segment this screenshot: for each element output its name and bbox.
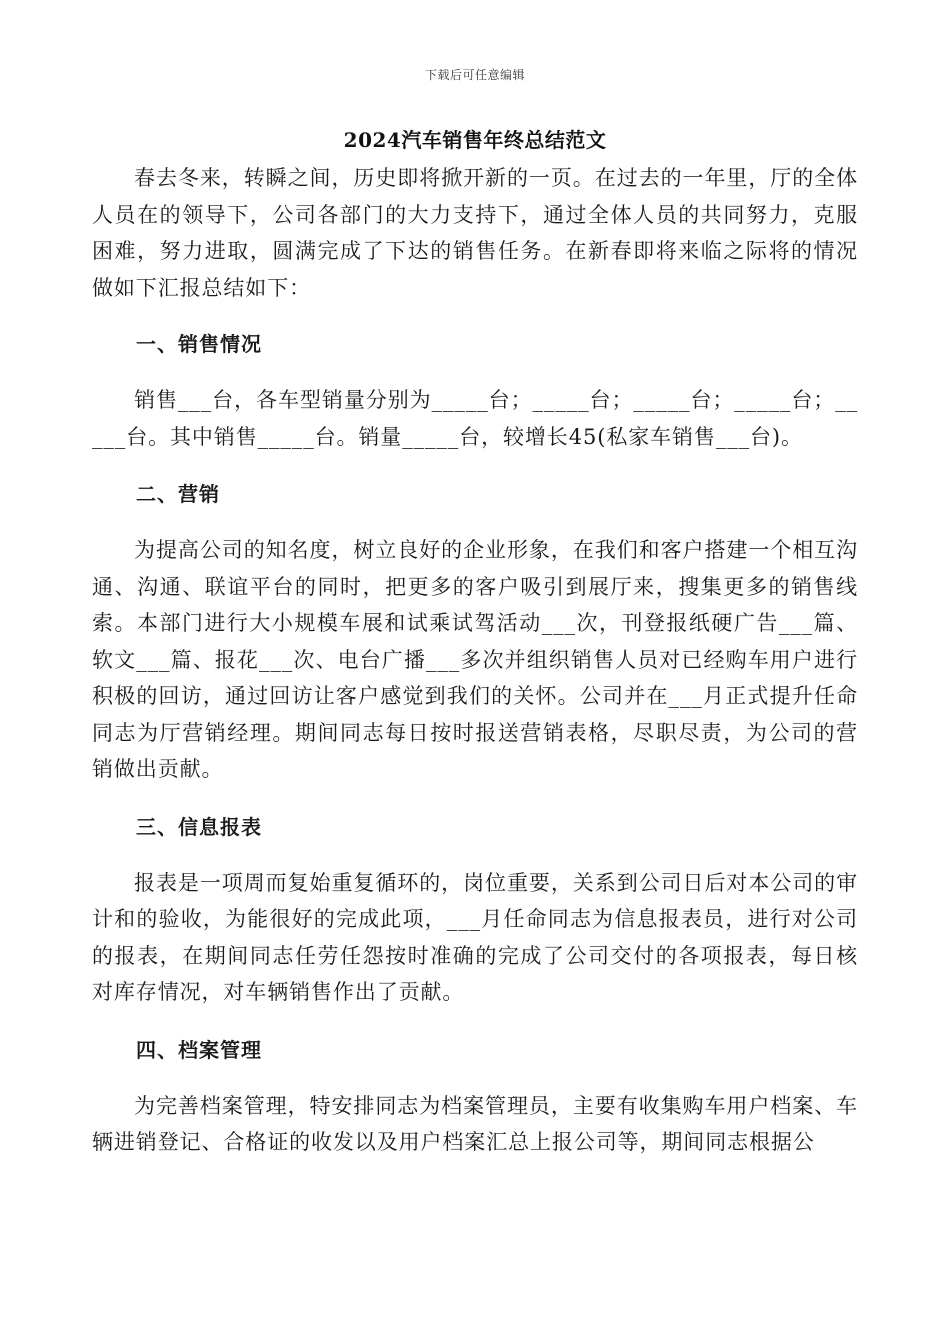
section-paragraph-marketing: 为提高公司的知名度，树立良好的企业形象，在我们和客户搭建一个相互沟通、沟通、联谊平台的同时，把更多的客户吸引到展厅来，搜集更多的销售线索。本部门进行大小规模车展和试乘试驾活动___次，刊登报纸硬广告___篇、软文___篇、报花___次、电台广播___多次并组织销售人员对已经购车用户进行积极的回访，通过回访让客户感觉到我们的关怀。公司并在___月正式提升任命同志为厅营销经理。期间同志每日按时报送营销表格，尽职尽责，为公司的营销做出贡献。: [92, 538, 858, 781]
section-paragraph-reports: 报表是一项周而复始重复循环的，岗位重要，关系到公司日后对本公司的审计和的验收，为能很好的完成此项，___月任命同志为信息报表员，进行对公司的报表，在期间同志任劳任怨按时准确的完成了公司交付的各项报表，每日核对库存情况，对车辆销售作出了贡献。: [92, 870, 858, 1004]
section-paragraph-archives: 为完善档案管理，特安排同志为档案管理员，主要有收集购车用户档案、车辆进销登记、合格证的收发以及用户档案汇总上报公司等，期间同志根据公: [92, 1093, 858, 1154]
section-heading-reports: 三、信息报表: [136, 814, 262, 839]
document-body: [92, 160, 858, 1161]
intro-paragraph: 春去冬来，转瞬之间，历史即将掀开新的一页。在过去的一年里，厅的全体人员在的领导下，公司各部门的大力支持下，通过全体人员的共同努力，克服困难，努力进取，圆满完成了下达的销售任务。在新春即将来临之际将的情况做如下汇报总结如下：: [92, 166, 858, 300]
section-heading-marketing: 二、营销: [136, 482, 220, 506]
document-title: 2024汽车销售年终总结范文: [343, 128, 607, 152]
section-heading-sales: 一、销售情况: [136, 332, 262, 356]
header-note: 下载后可任意编辑: [424, 68, 525, 82]
section-paragraph-sales: 销售___台，各车型销量分别为_____台；_____台；_____台；_____台；_____台。其中销售_____台。销量_____台，较增长45(私家车销售___台)。: [92, 388, 858, 449]
section-heading-archives: 四、档案管理: [136, 1037, 262, 1062]
